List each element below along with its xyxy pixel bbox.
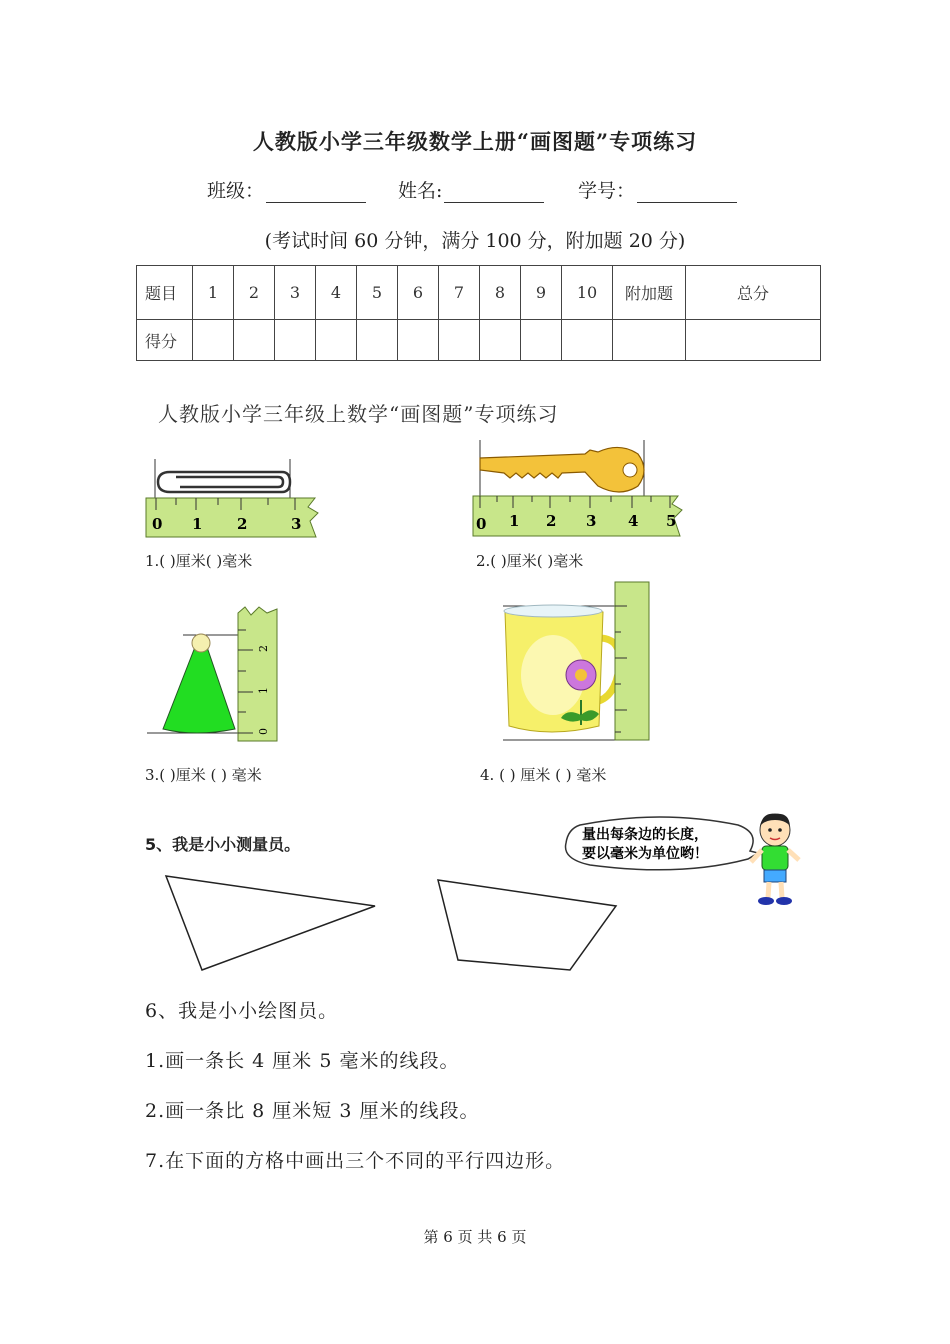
score-cell[interactable]: [193, 320, 234, 361]
score-cell[interactable]: [316, 320, 357, 361]
score-header-cell: 题目: [137, 266, 193, 320]
id-blank[interactable]: [637, 182, 737, 203]
cone-icon: [163, 647, 235, 733]
score-row: [137, 320, 821, 361]
score-header-cell: 7: [439, 266, 480, 320]
key-ruler-figure: [470, 440, 695, 540]
ruler-tick-label: 2: [237, 515, 248, 533]
name-blank[interactable]: [444, 182, 544, 203]
paperclip-ruler-figure: [140, 455, 330, 545]
cone-top-ball: [192, 634, 210, 652]
score-header-cell: 10: [562, 266, 613, 320]
score-cell[interactable]: [613, 320, 686, 361]
score-header-cell: 4: [316, 266, 357, 320]
question-2: 2.( )厘米( )毫米: [476, 552, 584, 570]
score-header-cell: 5: [357, 266, 398, 320]
section-subtitle: 人教版小学三年级上数学“画图题”专项练习: [158, 402, 559, 426]
id-label: 学号：: [578, 180, 636, 202]
score-cell[interactable]: [480, 320, 521, 361]
name-field: [398, 176, 544, 203]
time-note: (考试时间 60 分钟，满分 100 分，附加题 20 分): [264, 230, 686, 252]
cone-ruler-figure: [145, 605, 285, 745]
speech-bubble: [560, 815, 760, 873]
score-header-cell: 1: [193, 266, 234, 320]
question-7: 7.在下面的方格中画出三个不同的平行四边形。: [145, 1150, 566, 1172]
class-label: 班级：: [207, 180, 265, 202]
score-cell[interactable]: [686, 320, 821, 361]
score-header-cell: 附加题: [613, 266, 686, 320]
ruler-tick-label: 4: [628, 512, 639, 530]
bubble-text-2: 要以毫米为单位哟！: [582, 846, 708, 862]
ruler-tick-label: 3: [586, 512, 597, 530]
score-cell[interactable]: [439, 320, 480, 361]
score-cell[interactable]: [398, 320, 439, 361]
score-row-label: 得分: [137, 320, 193, 361]
bubble-text-1: 量出每条边的长度，: [582, 827, 708, 843]
score-cell[interactable]: [521, 320, 562, 361]
page-footer: 第 6 页 共 6 页: [423, 1228, 527, 1246]
ruler-tick-label: 3: [291, 515, 302, 533]
score-header-cell: 8: [480, 266, 521, 320]
name-label: 姓名:: [398, 180, 443, 202]
ruler-tick-label: 1: [257, 687, 270, 694]
score-cell[interactable]: [357, 320, 398, 361]
score-cell[interactable]: [234, 320, 275, 361]
quadrilateral-shape: [432, 874, 622, 976]
cup-ruler-figure: [495, 580, 655, 745]
question-6-heading: 6、我是小小绘图员。: [145, 1000, 339, 1022]
question-3: 3.( )厘米 ( ) 毫米: [145, 766, 262, 784]
question-4: 4. ( ) 厘米 ( ) 毫米: [480, 766, 607, 784]
class-field: [207, 176, 366, 203]
id-field: [578, 176, 737, 203]
score-header-cell: 3: [275, 266, 316, 320]
ruler-tick-label: 0: [152, 515, 163, 533]
question-5-heading: 5、我是小小测量员。: [145, 835, 301, 854]
score-cell[interactable]: [275, 320, 316, 361]
ruler-icon: [238, 607, 277, 741]
ruler-tick-label: 5: [666, 512, 677, 530]
paperclip-icon: [158, 472, 290, 492]
ruler-tick-label: 1: [509, 512, 520, 530]
key-icon: [480, 447, 644, 492]
score-header-row: [137, 266, 821, 320]
triangle-shape: [160, 870, 385, 975]
score-header-cell: 总分: [686, 266, 821, 320]
score-table: [136, 265, 821, 361]
question-6-1: 1.画一条长 4 厘米 5 毫米的线段。: [145, 1050, 460, 1072]
ruler-tick-label: 0: [257, 728, 270, 735]
score-cell[interactable]: [562, 320, 613, 361]
score-header-cell: 2: [234, 266, 275, 320]
boy-character-icon: [745, 810, 805, 910]
question-1: 1.( )厘米( )毫米: [145, 552, 253, 570]
ruler-tick-label: 2: [546, 512, 557, 530]
ruler-tick-label: 2: [257, 645, 270, 652]
question-6-2: 2.画一条比 8 厘米短 3 厘米的线段。: [145, 1100, 480, 1122]
ruler-tick-label: 1: [192, 515, 203, 533]
score-header-cell: 9: [521, 266, 562, 320]
page-title: 人教版小学三年级数学上册“画图题”专项练习: [252, 129, 698, 154]
class-blank[interactable]: [266, 182, 366, 203]
score-header-cell: 6: [398, 266, 439, 320]
ruler-tick-label: 0: [476, 515, 487, 533]
